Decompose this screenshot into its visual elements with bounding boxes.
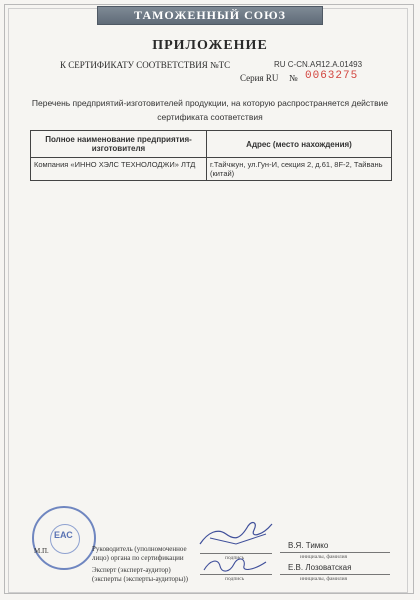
- page-title: ПРИЛОЖЕНИЕ: [152, 38, 268, 53]
- address-cell: г.Тайчжун, ул.Гун-И, секция 2, д.61, 8F-2, Тайвань (китай): [207, 158, 392, 181]
- series-label: Серия: [240, 73, 264, 83]
- eac-emblem: ЕАС: [54, 530, 73, 540]
- expert-label-line-2: (эксперты (эксперты-аудиторы)): [92, 575, 188, 583]
- number-label: №: [289, 73, 298, 83]
- banner-text: ТАМОЖЕННЫЙ СОЮЗ: [134, 8, 286, 22]
- intro-text: Перечень предприятий-изготовителей продукции, на которую распространяется действие сертификата соответствия: [31, 98, 389, 122]
- table-row: [31, 158, 392, 181]
- table-header-row: [31, 131, 392, 158]
- head-label-line-1: Руководитель (уполномоченное: [92, 545, 187, 553]
- expert-signature: [200, 552, 270, 578]
- expert-name-caption: инициалы, фамилия: [300, 576, 348, 582]
- expert-name-line: [280, 574, 390, 575]
- certification-stamp: [32, 506, 96, 570]
- expert-name: Е.В. Лозоватская: [288, 563, 352, 572]
- expert-signature-caption: подпись: [225, 576, 245, 582]
- column-header-address: Адрес (место нахождения): [207, 131, 392, 158]
- head-signature-caption: подпись: [225, 555, 245, 561]
- head-label-line-2: лицо) органа по сертификации: [92, 554, 184, 562]
- form-number: 0063275: [305, 70, 359, 82]
- company-name-cell: Компания «ИННО ХЭЛС ТЕХНОЛОДЖИ» ЛТД: [31, 158, 207, 181]
- head-name: В.Я. Тимко: [288, 541, 329, 550]
- head-name-caption: инициалы, фамилия: [300, 554, 348, 560]
- certificate-number: RU С-CN.АЯ12.А.01493: [274, 60, 363, 69]
- series-line: [240, 73, 278, 83]
- series-value: RU: [265, 73, 279, 83]
- expert-label-line-1: Эксперт (эксперт-аудитор): [92, 566, 171, 574]
- mp-label: М.П.: [34, 547, 49, 555]
- head-signature: [196, 514, 276, 552]
- head-name-line: [280, 552, 390, 553]
- column-header-company: Полное наименование предприятия-изготовителя: [31, 131, 207, 158]
- certificate-label: К СЕРТИФИКАТУ СООТВЕТСТВИЯ №ТС: [60, 60, 231, 70]
- manufacturers-table: [30, 130, 392, 181]
- customs-union-banner: [97, 6, 323, 25]
